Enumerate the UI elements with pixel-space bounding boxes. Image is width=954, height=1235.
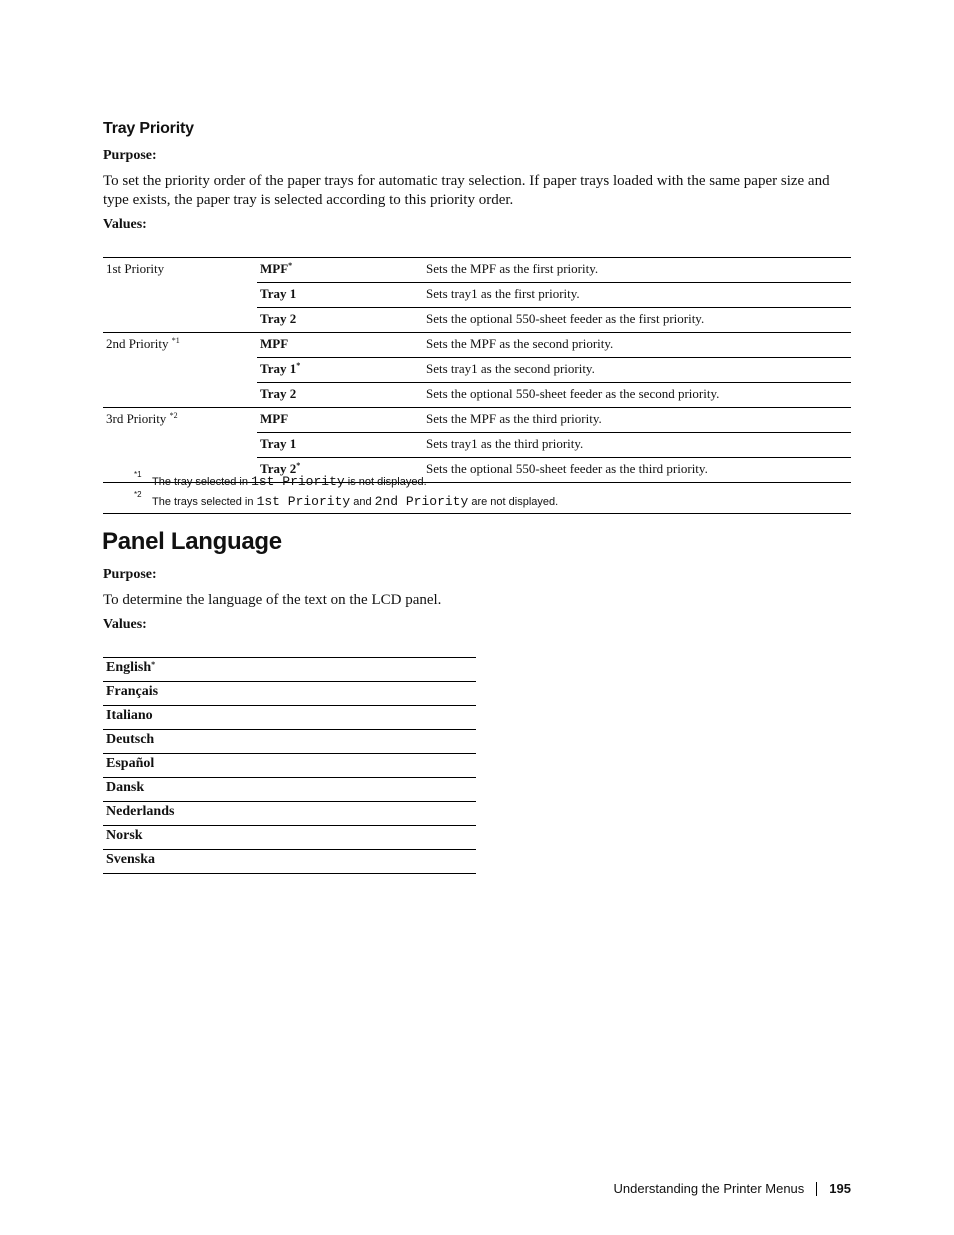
table-row [103, 283, 851, 308]
tray-option-cell-text: MPF [260, 336, 289, 351]
table-row [103, 730, 476, 754]
tray-option-cell-text: Tray 2 [260, 386, 297, 401]
table-row [103, 408, 851, 433]
table-row [103, 754, 476, 778]
panel-language-heading: Panel Language [102, 528, 282, 555]
language-cell [103, 778, 476, 802]
tray-option-cell [257, 258, 423, 283]
language-cell [103, 754, 476, 778]
table-row [103, 333, 851, 358]
purpose-label: Purpose: [103, 567, 157, 582]
footnote-text: The trays selected in [152, 496, 257, 508]
description-cell-text: Sets the optional 550-sheet feeder as the second priority. [426, 386, 720, 401]
language-cell [103, 706, 476, 730]
footnote-mark: *1 [134, 470, 142, 479]
tray-option-cell [257, 283, 423, 308]
priority-group-cell [103, 433, 257, 458]
language-cell [103, 658, 476, 682]
description-cell [423, 458, 851, 483]
description-cell-text: Sets the MPF as the third priority. [426, 411, 602, 426]
tray-option-cell-text: Tray 2 [260, 461, 297, 476]
tray-priority-heading: Tray Priority [103, 120, 194, 137]
table-row [103, 258, 851, 283]
description-cell [423, 258, 851, 283]
tray-option-cell [257, 383, 423, 408]
footnote-code: 1st Priority [251, 474, 345, 489]
superscript-mark: * [151, 660, 156, 669]
description-cell-text: Sets the MPF as the second priority. [426, 336, 614, 351]
description-cell [423, 433, 851, 458]
footnote-mark: *2 [134, 490, 142, 499]
language-name: English [106, 660, 152, 675]
language-name: Svenska [106, 852, 156, 867]
priority-group-cell [103, 358, 257, 383]
description-cell-text: Sets tray1 as the third priority. [426, 436, 584, 451]
description-cell-text: Sets the MPF as the first priority. [426, 261, 599, 276]
superscript-mark: * [296, 461, 301, 470]
language-name: Deutsch [106, 732, 155, 747]
table-row [103, 682, 476, 706]
language-cell [103, 850, 476, 874]
language-name: Nederlands [106, 804, 175, 819]
footer-separator [816, 1182, 817, 1196]
table-row [103, 308, 851, 333]
description-cell-text: Sets tray1 as the first priority. [426, 286, 580, 301]
description-cell [423, 283, 851, 308]
language-name: Italiano [106, 708, 153, 723]
tray-option-cell-text: MPF [260, 411, 289, 426]
priority-group-cell-text: 2nd Priority [106, 336, 172, 351]
footnote-code: 1st Priority [256, 494, 351, 509]
purpose-label: Purpose: [103, 148, 157, 163]
table-row [103, 778, 476, 802]
tray-option-cell [257, 308, 423, 333]
description-cell [423, 308, 851, 333]
priority-group-cell [103, 308, 257, 333]
tray-option-cell-text: MPF [260, 261, 289, 276]
priority-group-cell-text: 3rd Priority [106, 411, 170, 426]
priority-group-cell [103, 258, 257, 283]
table-row [103, 802, 476, 826]
superscript-mark: * [296, 361, 301, 370]
tray-option-cell [257, 433, 423, 458]
language-name: Dansk [106, 780, 145, 795]
priority-group-cell-text: 1st Priority [106, 261, 165, 276]
tray-option-cell [257, 358, 423, 383]
description-cell-text: Sets tray1 as the second priority. [426, 361, 595, 376]
table-row [103, 658, 476, 682]
footnote-text: is not displayed. [344, 476, 427, 488]
description-cell-text: Sets the optional 550-sheet feeder as the third priority. [426, 461, 708, 476]
tray-option-cell-text: Tray 1 [260, 436, 297, 451]
tray-option-cell [257, 333, 423, 358]
footer-section-title: Understanding the Printer Menus [613, 1181, 805, 1196]
priority-group-cell [103, 283, 257, 308]
purpose-text: To set the priority order of the paper trays for automatic tray selection. If paper trays loaded with the same paper size and type exists, the paper tray is selected according to this priority order. [103, 173, 830, 208]
page-number: 195 [829, 1181, 851, 1196]
tray-option-cell-text: Tray 1 [260, 286, 297, 301]
priority-group-cell [103, 333, 257, 358]
table-row [103, 826, 476, 850]
priority-group-cell [103, 383, 257, 408]
description-cell [423, 383, 851, 408]
footnote-text: and [350, 496, 375, 508]
page-footer [614, 1181, 851, 1196]
language-name: Français [106, 684, 159, 699]
priority-group-cell [103, 408, 257, 433]
description-cell [423, 333, 851, 358]
language-cell [103, 826, 476, 850]
table-end-rule [103, 513, 851, 514]
superscript-mark: * [288, 261, 293, 270]
footnote-text: The tray selected in [152, 476, 252, 488]
footnote-code: 2nd Priority [374, 494, 469, 509]
language-table [103, 657, 476, 874]
description-cell [423, 408, 851, 433]
description-cell-text: Sets the optional 550-sheet feeder as the first priority. [426, 311, 705, 326]
tray-priority-table [103, 257, 851, 483]
superscript-mark: *1 [171, 336, 180, 345]
language-cell [103, 730, 476, 754]
tray-option-cell [257, 408, 423, 433]
language-cell [103, 802, 476, 826]
values-label: Values: [103, 217, 147, 232]
table-row [103, 358, 851, 383]
table-row [103, 706, 476, 730]
values-label: Values: [103, 617, 147, 632]
purpose-text: To determine the language of the text on the LCD panel. [103, 592, 442, 608]
tray-option-cell-text: Tray 2 [260, 311, 297, 326]
footnote-text: are not displayed. [468, 496, 559, 508]
table-row [103, 850, 476, 874]
description-cell [423, 358, 851, 383]
language-cell [103, 682, 476, 706]
superscript-mark: *2 [169, 411, 178, 420]
table-row [103, 383, 851, 408]
table-row [103, 433, 851, 458]
language-name: Español [106, 756, 155, 771]
tray-option-cell-text: Tray 1 [260, 361, 297, 376]
language-name: Norsk [106, 828, 143, 843]
